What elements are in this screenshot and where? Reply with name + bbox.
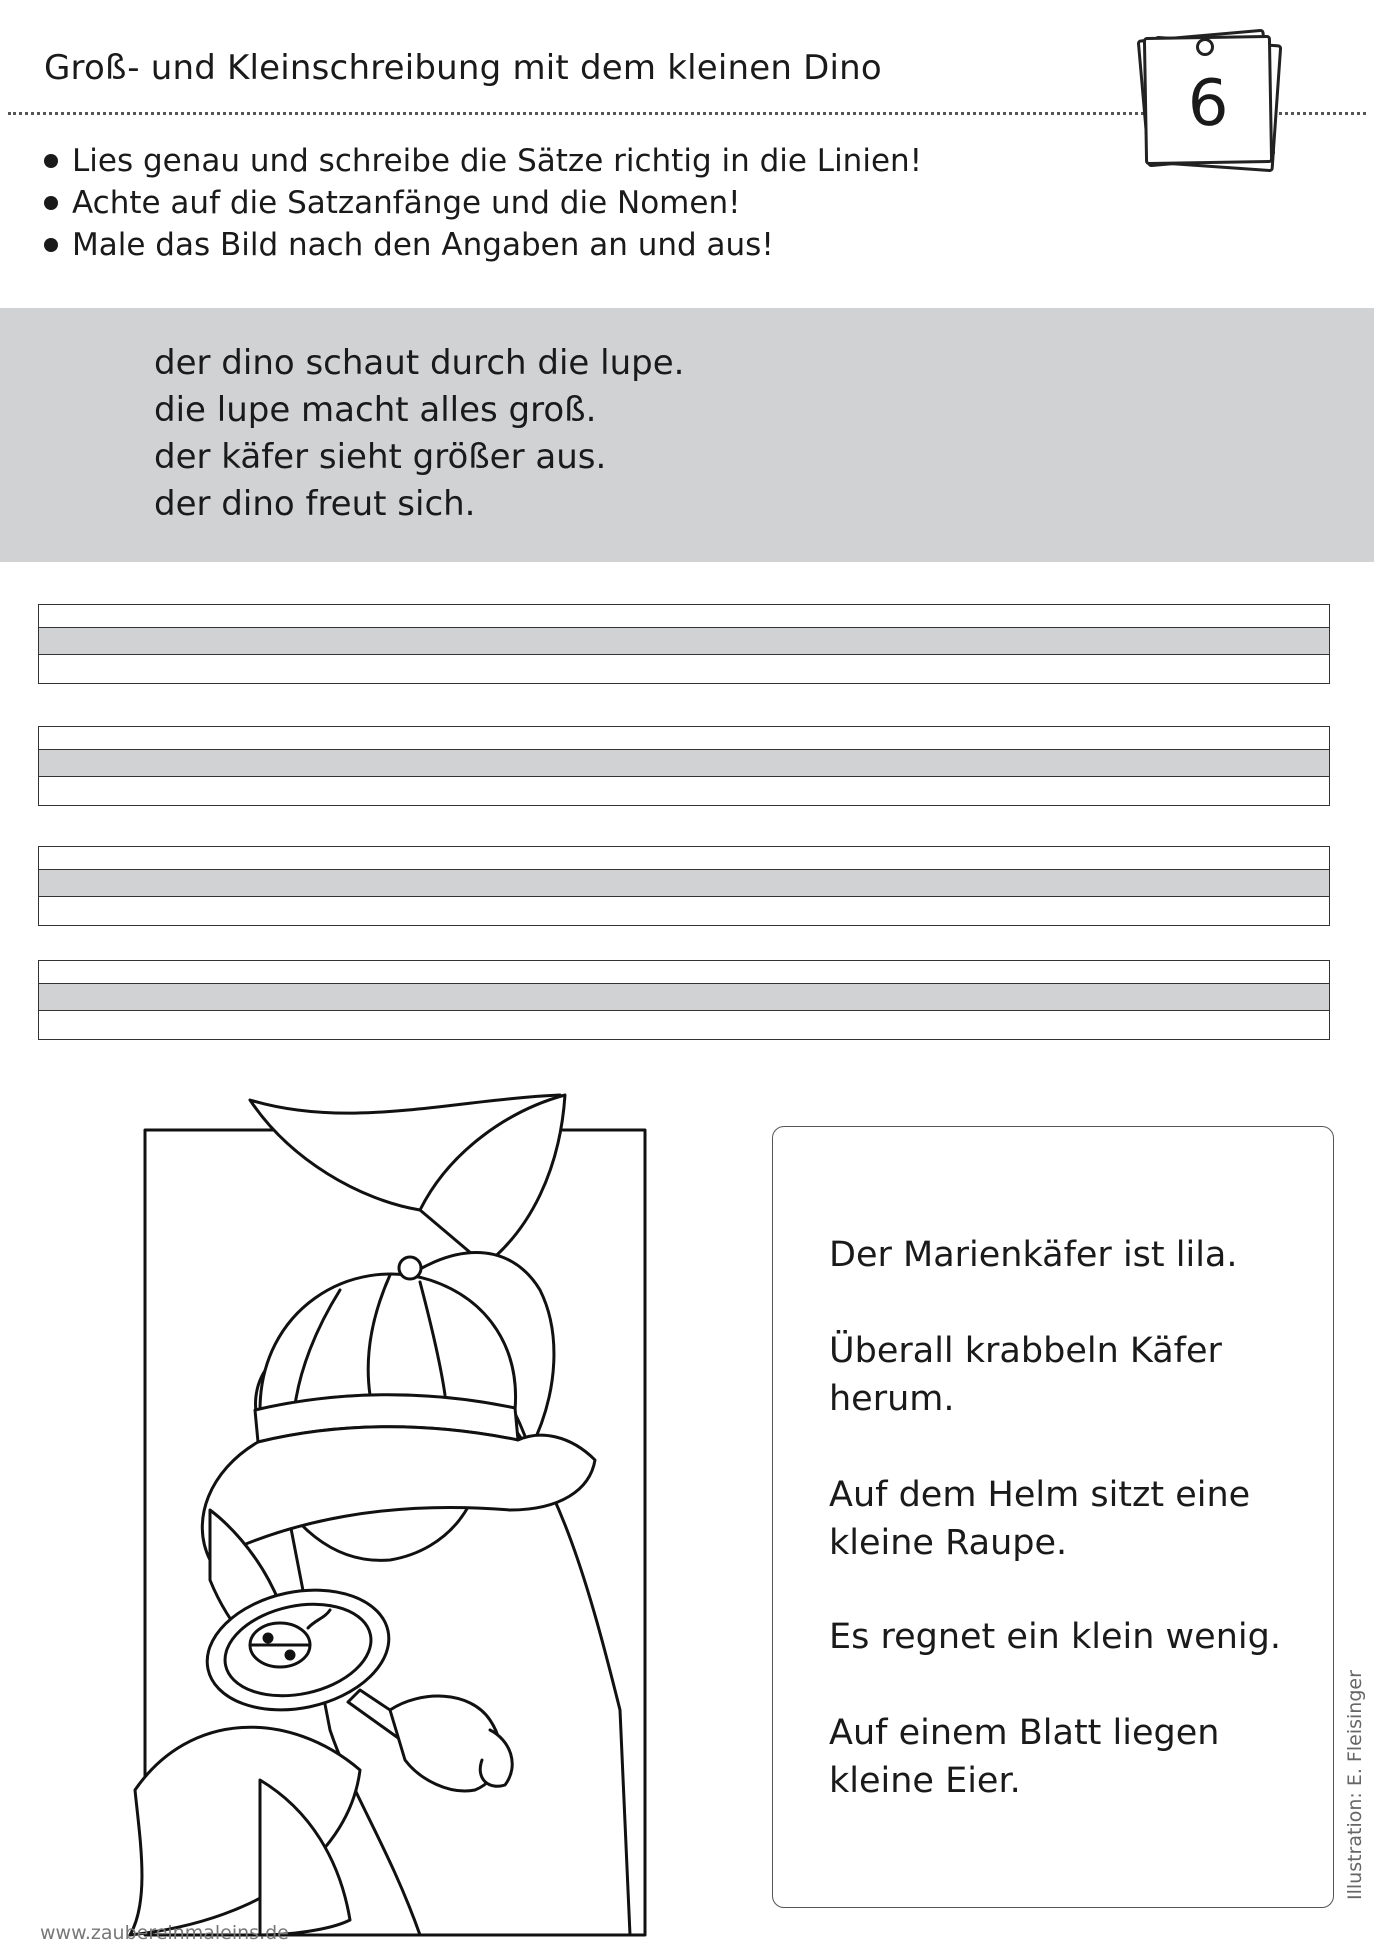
instruction-item: Lies genau und schreibe die Sätze richtig in die Linien!	[44, 140, 922, 182]
sentence: die lupe macht alles groß.	[154, 390, 597, 430]
writing-lines-2[interactable]	[38, 726, 1330, 806]
info-sentence: Auf einem Blatt liegen kleine Eier.	[829, 1713, 1220, 1801]
instruction-item: Male das Bild nach den Angaben an und aus!	[44, 224, 922, 266]
sentence: der käfer sieht größer aus.	[154, 437, 607, 477]
info-sentence: Es regnet ein klein wenig.	[829, 1617, 1281, 1657]
bullet-icon	[44, 196, 58, 210]
instruction-list	[44, 140, 922, 266]
sentence: der dino schaut durch die lupe.	[154, 343, 685, 383]
worksheet-number-badge	[1128, 22, 1280, 172]
instruction-item: Achte auf die Satzanfänge und die Nomen!	[44, 182, 922, 224]
pin-icon	[1196, 38, 1214, 56]
writing-lines-3[interactable]	[38, 846, 1330, 926]
sentence: der dino freut sich.	[154, 484, 476, 524]
illustration-credit: Illustration: E. Fleisinger	[1344, 1670, 1366, 1900]
writing-lines-4[interactable]	[38, 960, 1330, 1040]
sentence-list	[154, 340, 684, 528]
info-sentence: Der Marienkäfer ist lila.	[829, 1235, 1238, 1275]
coloring-instructions-box	[772, 1126, 1334, 1908]
page-title: Groß- und Kleinschreibung mit dem kleinen Dino	[44, 48, 882, 88]
bullet-icon	[44, 238, 58, 252]
writing-lines-1[interactable]	[38, 604, 1330, 684]
bullet-icon	[44, 154, 58, 168]
info-sentence: Überall krabbeln Käfer herum.	[829, 1331, 1222, 1419]
worksheet-number: 6	[1187, 66, 1230, 142]
footer-url: www.zaubereinmaleins.de	[40, 1922, 289, 1944]
dino-coloring-illustration[interactable]	[90, 1090, 690, 1950]
info-sentence: Auf dem Helm sitzt eine kleine Raupe.	[829, 1475, 1251, 1563]
